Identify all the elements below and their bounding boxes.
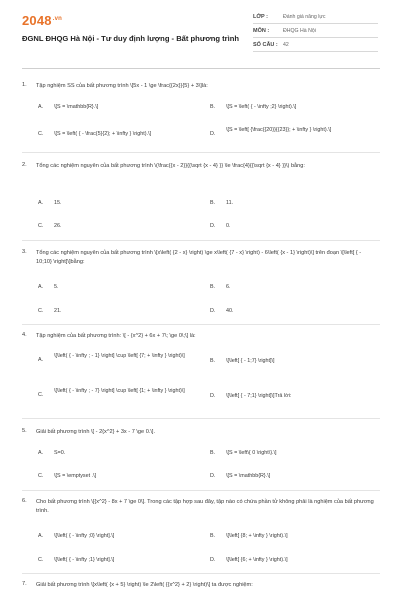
option-label: B. [210,200,216,206]
meta-label: SỐ CÂU : [253,41,278,48]
option-label: B. [210,533,216,539]
option-text: \[\left( { - \infty ;0} \right].\] [54,533,115,539]
meta-value: Đánh giá năng lực [283,13,326,20]
option-label: C. [38,392,44,398]
option-label: A. [38,357,44,363]
option-text: 0. [226,223,231,229]
option-label: C. [38,557,44,563]
option-text: 5. [54,284,59,290]
option-label: C. [38,131,44,137]
question-divider [22,152,380,153]
question-stem: Cho bất phương trình \[{x^2} - 8x + 7 \ge 0\]. Trong các tập hợp sau đây, tập nào có chứa phần tử không phải là nghiệm của bất phương trình. [36,499,374,514]
option-text: S=0. [54,450,66,456]
option-text: \[\left[ {6; + \infty } \right).\] [226,557,288,563]
option-label: B. [210,358,216,364]
question-stem: Tổng các nghiệm nguyên của bất phương trình \(\frac{{x - 2}}{{\sqrt {x - 4} }} \le \frac{4}{{\sqrt {x - 4} }}\) bằng: [36,163,305,169]
meta-label: LỚP : [253,13,268,20]
meta-row-subject [253,24,378,38]
document-title: ĐGNL ĐHQG Hà Nội - Tư duy định lượng - Bất phương trình [22,34,239,43]
option-label: D. [210,223,216,229]
question-divider [22,240,380,241]
meta-row-class [253,10,378,24]
option-text: \[\left( { - \infty ; - 7} \right] \cup \left[ {1; + \infty } \right)\] [54,388,185,394]
option-text: 21. [54,308,62,314]
option-label: A. [38,284,44,290]
option-label: B. [210,284,216,290]
question-number: 4. [22,332,27,338]
option-text: \[\left( { - \infty ;1} \right].\] [54,557,115,563]
option-label: C. [38,473,44,479]
option-label: D. [210,473,216,479]
option-text: \[\left[ { - 1;7} \right]\] [226,358,275,364]
option-text: \[\left[ { - 7;1} \right]\]Trả lời: [226,393,292,399]
meta-row-count [253,38,378,52]
question-number: 1. [22,82,27,88]
option-text: \[\left( { - \infty ; - 1} \right] \cup \left[ {7; + \infty } \right)\] [54,353,185,359]
option-text: \[S = \left[ {\frac{{20}}{{23}}; + \infty } \right).\] [226,127,332,133]
option-label: A. [38,450,44,456]
option-text: 40. [226,308,234,314]
option-text: \[S = \mathbb{R}.\] [54,104,99,110]
question-divider [22,418,380,419]
site-logo[interactable] [22,13,62,28]
question-divider [22,490,380,491]
option-label: A. [38,533,44,539]
option-label: C. [38,308,44,314]
option-label: C. [38,223,44,229]
option-label: B. [210,104,216,110]
question-number: 7. [22,581,27,587]
option-label: A. [38,104,44,110]
meta-value: ĐHQG Hà Nội [283,27,316,34]
option-text: 11. [226,200,234,206]
option-label: D. [210,131,216,137]
question-number: 3. [22,249,27,255]
question-stem: Giải bất phương trình \[x\left( {x + 5} \right) \le 2\left( {{x^2} + 2} \right)\] ta được nghiệm: [36,582,253,588]
question-number: 2. [22,162,27,168]
option-text: \[\left[ {8; + \infty } \right).\] [226,533,288,539]
header-divider [22,68,380,69]
meta-label: MÔN : [253,27,270,34]
question-stem: Tập nghiệm của bất phương trình: \[ - {x^2} + 6x + 7\; \ge 0\;\] là: [36,333,196,339]
option-label: D. [210,308,216,314]
question-number: 5. [22,428,27,434]
question-stem: Tổng các nghiệm nguyên của bất phương trình \[x\left( {2 - x} \right) \ge x\left( {7 - x} \right) - 6\left( {x - 1} \right)\] trên đoạn \[\left[ { - 10;10} \right]\]bằng: [36,250,362,265]
logo-text: 2048 [22,13,52,28]
logo-suffix: .vn [52,15,63,22]
option-text: \[S = \left( { - \infty ;2} \right).\] [226,104,297,110]
option-text: 15. [54,200,62,206]
question-number: 6. [22,498,27,504]
option-label: D. [210,557,216,563]
option-text: \[S = \left\{ 0 \right\}.\] [226,450,277,456]
question-divider [22,324,380,325]
option-label: A. [38,200,44,206]
option-text: \[S = \emptyset .\] [54,473,97,479]
option-text: 6. [226,284,231,290]
question-stem: Giải bất phương trình \[ - 2{x^2} + 3x - 7 \ge 0.\]. [36,429,156,435]
option-text: \[S = \mathbb{R}.\] [226,473,271,479]
option-label: D. [210,393,216,399]
option-text: 26. [54,223,62,229]
page-header [0,0,400,66]
question-divider [22,573,380,574]
option-label: B. [210,450,216,456]
option-text: \[S = \left( { - \frac{5}{2}; + \infty } \right).\] [54,131,152,137]
meta-box [253,10,378,52]
meta-value: 42 [283,41,289,48]
question-stem: Tập nghiệm SS của bất phương trình \[5x - 1 \ge \frac{{2x}}{5} + 3\]là: [36,83,208,89]
